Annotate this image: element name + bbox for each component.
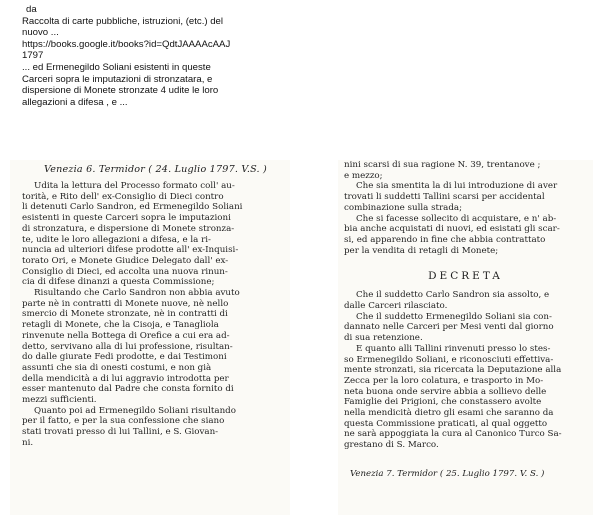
text-line: grestano di S. Marco. — [344, 440, 439, 451]
caption-line: ... ed Ermenegildo Soliani esistenti in queste — [22, 61, 211, 73]
text-line: trovati li suddetti Tallini scarsi per accidental — [344, 192, 545, 203]
left-page-text — [10, 181, 290, 449]
right-page-text-top — [338, 160, 593, 256]
text-line: smercio di Monete stronzate, nè in contratti di — [22, 309, 228, 320]
text-line: nuncia ad ulteriori difese prodotte all' ex-Inquisi- — [22, 245, 239, 256]
text-line: di sua retenzione. — [344, 333, 423, 344]
text-line: si, ed apparendo in fine che abbia contrattato — [344, 234, 546, 245]
text-line: detto, servivano alla di lui professione, risultan- — [22, 341, 233, 352]
text-line: per il fatto, e per la sua confessione che siano — [22, 416, 225, 427]
text-line: dannato nelle Carceri per Mesi venti dal giorno — [344, 322, 554, 333]
text-line: esser mantenuto dal Padre che consta fornito di — [22, 384, 234, 395]
text-line: Che il suddetto Ermenegildo Soliani sia con- — [356, 311, 552, 322]
text-line: ne sarà appoggiata la cura al Canonico Turco Sa- — [344, 429, 562, 440]
text-line: Consiglio di Dieci, ed accolta una nuova rinun- — [22, 266, 228, 277]
caption-line: allegazioni a difesa , e ... — [22, 96, 128, 108]
caption-line: 1797 — [22, 50, 44, 62]
text-line: assunti che sia di onesti costumi, e non già — [22, 362, 212, 373]
text-line: mente stronzati, sia ricercata la Deputazione alla — [344, 365, 562, 376]
text-line: torità, e Rito dell' ex-Consiglio di Dieci contro — [22, 191, 224, 202]
text-line: nella mendicità dietro gli esami che saranno da — [344, 408, 554, 419]
text-line: Risultando che Carlo Sandron non abbia avuto — [34, 288, 240, 299]
text-line: stati trovati presso di lui Tallini, e S. Giovan- — [22, 427, 219, 438]
text-line: combinazione sulla strada; — [344, 202, 463, 213]
caption-line: Raccolta di carte pubbliche, istruzioni, (etc.) del — [22, 15, 224, 27]
caption-line: nuovo ... — [22, 27, 59, 39]
text-line: esistenti in queste Carceri sopra le imputazioni — [22, 213, 231, 224]
text-line: bia anche acquistati di nuovi, ed esistati gli scar- — [344, 224, 560, 235]
text-line: Che sia smentita la di lui introduzione di aver — [356, 181, 558, 192]
text-line: e mezzo; — [344, 170, 383, 181]
text-line: Famiglie dei Prigioni, che constassero avolte — [344, 397, 542, 408]
text-line: Quanto poi ad Ermenegildo Soliani risultando — [34, 405, 236, 416]
text-line: Che si facesse sollecito di acquistare, e n' ab- — [356, 213, 557, 224]
text-line: cia di difese dinanzi a questa Commissione; — [22, 277, 215, 288]
right-page-text-bottom — [338, 290, 593, 451]
text-line: so Ermenegildo Soliani, e riconosciuti effettiva- — [344, 354, 554, 365]
caption-line: dispersione di Monete stronzate 4 udite le loro — [22, 85, 219, 97]
text-line: ni. — [22, 437, 34, 448]
scanned-page-left — [10, 160, 290, 515]
text-line: mezzi sufficienti. — [22, 395, 97, 406]
text-line: E quanto alli Tallini rinvenuti presso lo stes- — [356, 343, 551, 354]
page-date-footer: Venezia 7. Termidor ( 25. Luglio 1797. V. S. ) — [350, 468, 545, 479]
text-line: nini scarsi di sua ragione N. 39, trentanove ; — [344, 160, 541, 170]
text-line: Zecca per la loro colatura, e trasporto in Mo- — [344, 375, 544, 386]
text-line: dalle Carceri rilasciato. — [344, 301, 448, 312]
scanned-page-right — [338, 160, 593, 515]
caption-line: https://books.google.it/books?id=QdtJAAAAcAAJ — [22, 38, 231, 50]
text-line: neta buona onde servire abbia a sollievo delle — [344, 386, 547, 397]
text-line: retagli di Monete, che la Cisoja, e Tanagliola — [22, 320, 219, 331]
text-line: li detenuti Carlo Sandron, ed Ermenegildo Soliani — [22, 202, 243, 213]
text-line: Che il suddetto Carlo Sandron sia assolto, e — [356, 290, 550, 301]
caption-line: da — [26, 4, 37, 15]
text-line: torato Ori, e Monete Giudice Delegato dall' ex- — [22, 255, 229, 266]
text-line: rinvenute nella Bottega di Orefice a cui era ad- — [22, 330, 230, 341]
decree-heading: DECRETA — [428, 270, 503, 283]
text-line: per la vendita di retagli di Monete; — [344, 245, 499, 256]
source-caption — [22, 4, 262, 108]
text-line: te, udite le loro allegazioni a difesa, e la ri- — [22, 234, 211, 245]
text-line: di stronzatura, e dispersione di Monete stronza- — [22, 223, 235, 234]
text-line: questa Commissione praticati, al qual oggetto — [344, 418, 548, 429]
text-line: della mendicità a di lui aggravio introdotta per — [22, 373, 229, 384]
text-line: parte nè in contratti di Monete nuove, nè nello — [22, 298, 229, 309]
caption-line: Carceri sopra le imputazioni di stronzatara, e — [22, 73, 213, 85]
text-line: Udita la lettura del Processo formato coll' au- — [34, 181, 235, 191]
text-line: do dalle giurate Fedi prodotte, e dai Testimoni — [22, 352, 227, 363]
page-date-heading: Venezia 6. Termidor ( 24. Luglio 1797. V.S. ) — [44, 164, 267, 175]
